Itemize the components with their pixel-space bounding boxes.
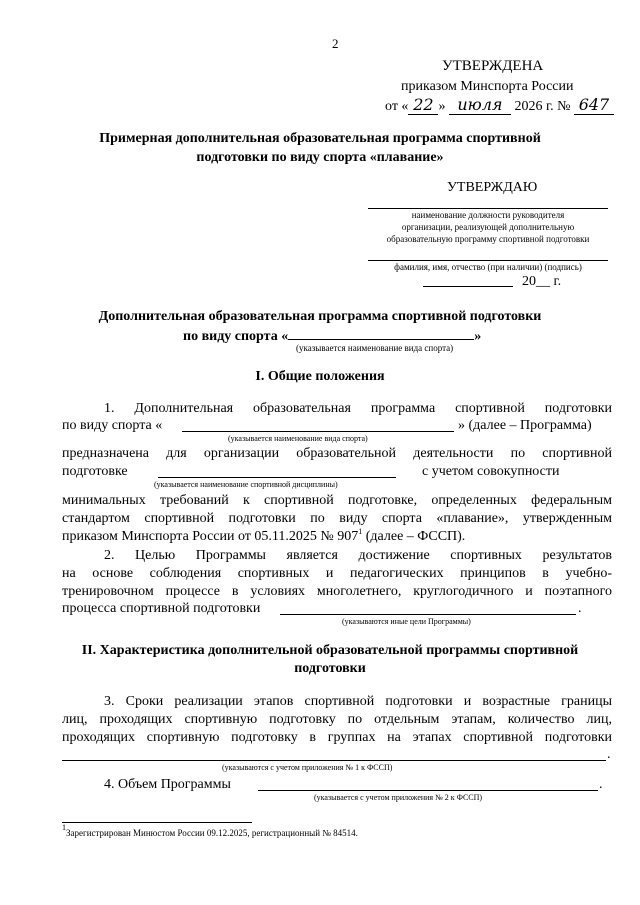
approval-date-prefix: от « [385, 99, 409, 114]
program-title-caption: (указывается наименование вида спорта) [296, 343, 454, 353]
p1-line1: 1. Дополнительная образовательная программа спортивной подготовки [104, 401, 612, 416]
section2-heading-line1: II. Характеристика дополнительной образовательной программы спортивной [81, 643, 579, 658]
approval-title: УТВЕРЖДЕНА [442, 58, 544, 74]
p1-line5: минимальных требований к спортивной подготовке, определенных федеральным [62, 493, 612, 508]
document-title-line1: Примерная дополнительная образовательная программа спортивной [99, 131, 541, 146]
p4-text: 4. Объем Программы [104, 777, 231, 792]
p4-end: . [599, 777, 603, 792]
approve-date-blank [423, 286, 513, 287]
p3-line3: проходящих спортивную подготовку в группах на этапах спортивной подготовки [62, 730, 612, 745]
approval-date-mid: » [438, 99, 446, 114]
p1-line4a: подготовке [62, 464, 128, 479]
p1-line7-end: (далее – ФССП). [362, 529, 466, 544]
approver-name-caption: фамилия, имя, отчество (при наличии) (подпись) [394, 262, 582, 272]
section2-heading-line2: подготовки [294, 661, 366, 676]
p3-line2: лиц, проходящих спортивную подготовку по отдельным этапам, количество лиц, [62, 712, 612, 727]
approver-caption-l1: наименование должности руководителя [411, 210, 565, 220]
footnote-text: Зарегистрирован Минюстом России 09.12.2025, регистрационный № 84514. [66, 828, 358, 838]
p3-end: . [607, 747, 611, 762]
footnote-ref: 1 [358, 527, 363, 536]
p2-line4a: процесса спортивной подготовки [62, 601, 261, 616]
p2-line4b: . [578, 601, 582, 616]
page-number: 2 [332, 36, 339, 51]
p3-line1: 3. Сроки реализации этапов спортивной подготовки и возрастные границы [104, 694, 612, 709]
p2-line1: 2. Целью Программы является достижение спортивных результатов [104, 548, 612, 563]
approve-date-year: 20__ г. [522, 274, 562, 289]
p2-line2: на основе соблюдения спортивных и педагогических принципов в учебно- [62, 566, 612, 581]
sport-name-blank [288, 326, 474, 340]
approver-caption-l2: организации, реализующей дополнительную [401, 222, 575, 232]
approve-label: УТВЕРЖДАЮ [447, 180, 538, 195]
approval-year: 2026 г. № [514, 99, 571, 114]
p2-caption: (указываются иные цели Программы) [342, 617, 471, 626]
p1-line7-text: приказом Минспорта России от 05.11.2025 № 907 [62, 529, 359, 544]
document-title-line2: подготовки по виду спорта «плавание» [196, 150, 444, 165]
p2-line3: тренировочном процессе в условиях многолетнего, круглогодичного и поэтапного [62, 584, 612, 599]
approval-number: 647 [574, 96, 614, 115]
footnote-mark: 1 [62, 823, 66, 832]
p3-caption: (указываются с учетом приложения № 1 к ФССП) [222, 763, 393, 772]
p3-blank [62, 760, 606, 761]
approval-date-line [385, 96, 614, 116]
p1-discipline-blank [158, 477, 396, 478]
p4-caption: (указывается с учетом приложения № 2 к ФССП) [314, 793, 483, 802]
footnote-separator [62, 822, 252, 823]
approver-position-line [368, 208, 608, 209]
approver-name-line [368, 260, 608, 261]
program-title-line1: Дополнительная образовательная программа спортивной подготовки [98, 309, 542, 324]
section1-heading: I. Общие положения [255, 369, 385, 384]
approval-month: июля [449, 96, 511, 115]
p1-line7 [62, 528, 465, 546]
p1-caption2: (указывается наименование спортивной дисциплины) [154, 480, 338, 489]
p4-volume-blank [258, 790, 598, 791]
approval-day: 22 [408, 96, 438, 115]
program-title-suffix: » [474, 329, 482, 344]
p2-goals-blank [280, 614, 576, 615]
p1-caption1: (указывается наименование вида спорта) [228, 434, 368, 443]
p1-line3: предназначена для организации образовательной деятельности по спортивной [62, 446, 612, 461]
program-title-prefix: по виду спорта « [183, 329, 289, 344]
approval-order-line: приказом Минспорта России [401, 79, 574, 94]
footnote [62, 823, 358, 839]
p1-line2a: по виду спорта « [62, 418, 163, 433]
p1-line6: стандартом спортивной подготовки по виду спорта «плавание», утвержденным [62, 511, 612, 526]
p1-line4b: с учетом совокупности [422, 464, 560, 479]
approver-caption-l3: образовательную программу спортивной подготовки [386, 234, 590, 244]
p1-sport-blank [182, 431, 454, 432]
p1-line2b: » (далее – Программа) [458, 418, 592, 433]
